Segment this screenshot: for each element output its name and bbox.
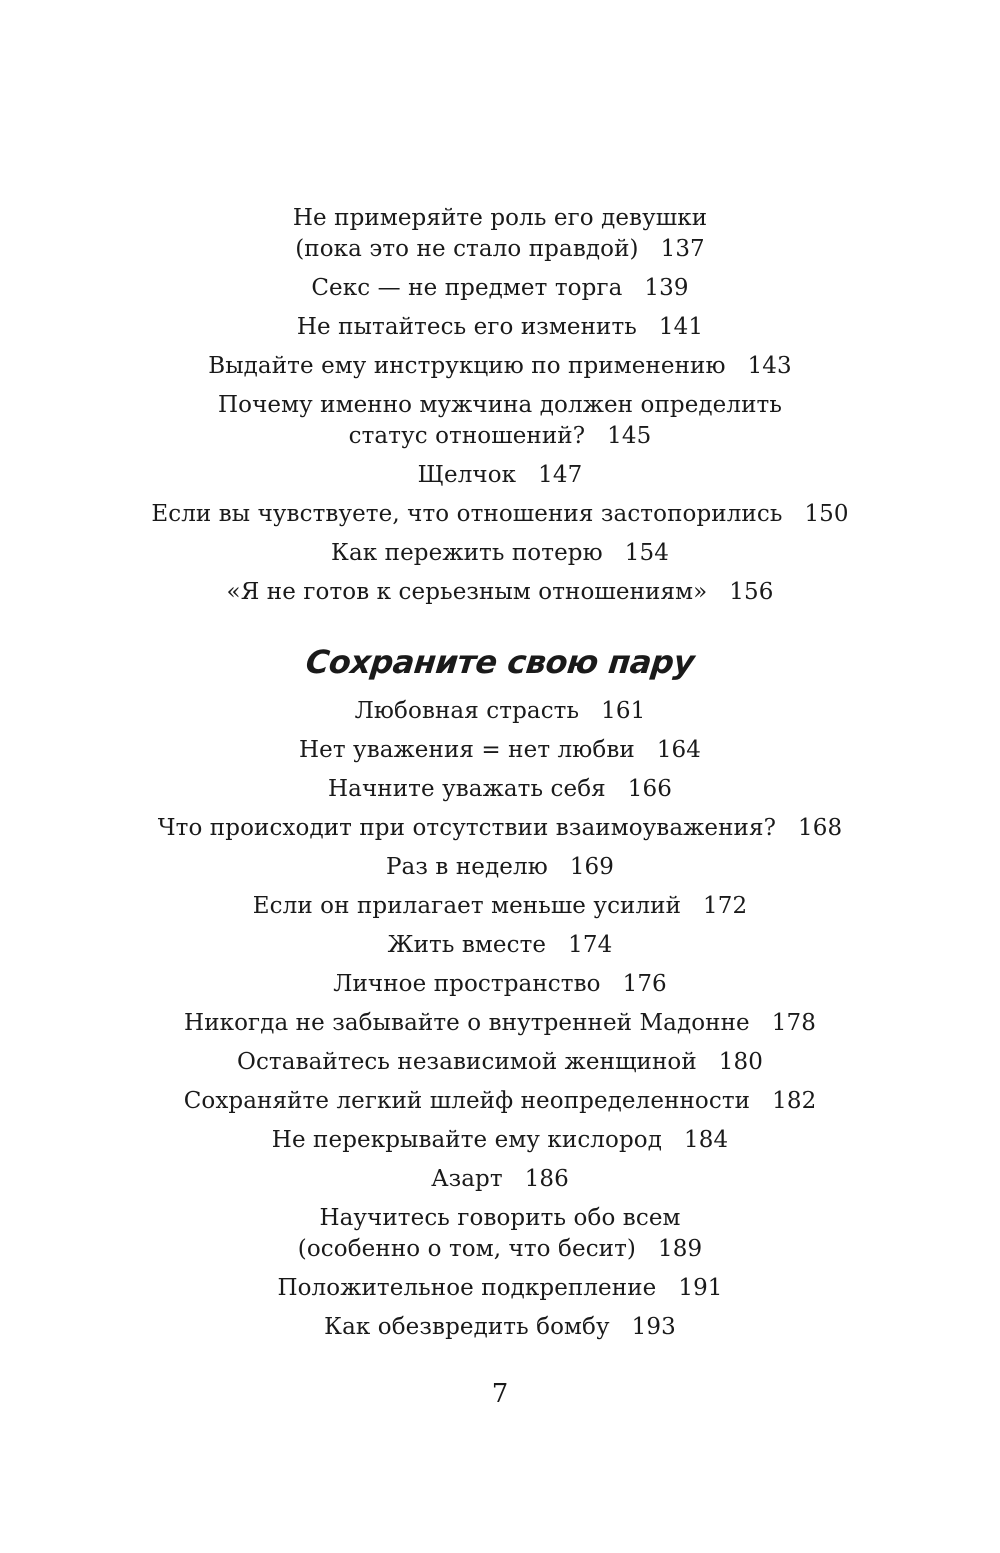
toc-entry-title-line bbox=[0, 421, 1000, 452]
toc-entry bbox=[0, 1203, 1000, 1265]
toc-entry-page-number: 168 bbox=[798, 815, 843, 841]
toc-entry-title-line bbox=[0, 969, 1000, 1000]
toc-entry-title-line bbox=[0, 1312, 1000, 1343]
toc-entry bbox=[0, 696, 1000, 727]
toc-entry-title-text: Личное пространство bbox=[333, 971, 601, 997]
toc-entry-page-number: 161 bbox=[601, 698, 646, 724]
toc-group-2 bbox=[0, 696, 1000, 1343]
toc-entry-title-text: Никогда не забывайте о внутренней Мадонне bbox=[184, 1010, 750, 1036]
toc-entry-title-line bbox=[0, 696, 1000, 727]
toc-entry bbox=[0, 312, 1000, 343]
toc-entry-title-text: Не примеряйте роль его девушки bbox=[292, 205, 708, 231]
toc-entry-title-text: Секс — не предмет торга bbox=[311, 275, 623, 301]
toc-entry bbox=[0, 735, 1000, 766]
toc-entry bbox=[0, 203, 1000, 265]
toc-entry-title-text: Нет уважения = нет любви bbox=[298, 737, 635, 763]
toc-entry-page-number: 184 bbox=[684, 1127, 729, 1153]
toc-entry-title-text: Научитесь говорить обо всем bbox=[319, 1205, 681, 1231]
toc-entry-title-line bbox=[0, 234, 1000, 265]
table-of-contents bbox=[0, 203, 1000, 1351]
toc-entry-page-number: 147 bbox=[538, 462, 583, 488]
toc-entry-page-number: 191 bbox=[678, 1275, 723, 1301]
toc-entry-title-text: Начните уважать себя bbox=[328, 776, 606, 802]
toc-entry-title-text: Раз в неделю bbox=[385, 854, 548, 880]
toc-entry-title-line bbox=[0, 1164, 1000, 1195]
toc-entry-title-text: статус отношений? bbox=[348, 423, 586, 449]
toc-entry-title-line bbox=[0, 499, 1000, 530]
toc-entry-title-text: Жить вместе bbox=[387, 932, 547, 958]
toc-entry-page-number: 174 bbox=[568, 932, 613, 958]
toc-entry bbox=[0, 930, 1000, 961]
toc-entry-title-line bbox=[0, 273, 1000, 304]
toc-entry-title-line bbox=[0, 538, 1000, 569]
toc-entry bbox=[0, 1008, 1000, 1039]
toc-entry-title-line bbox=[0, 891, 1000, 922]
toc-entry-title-line bbox=[0, 813, 1000, 844]
toc-entry-page-number: 176 bbox=[622, 971, 667, 997]
toc-entry-page-number: 164 bbox=[656, 737, 702, 763]
toc-entry bbox=[0, 1164, 1000, 1195]
toc-entry-title-text: Сохраняйте легкий шлейф неопределенности bbox=[183, 1088, 751, 1114]
toc-entry-title-text: Выдайте ему инструкцию по применению bbox=[208, 353, 726, 379]
toc-entry-title-line bbox=[0, 460, 1000, 491]
toc-entry-title-text: (особенно о том, что бесит) bbox=[297, 1236, 637, 1262]
toc-group-1 bbox=[0, 203, 1000, 608]
toc-entry-title-line bbox=[0, 930, 1000, 961]
page-number: 7 bbox=[491, 1379, 509, 1409]
toc-entry-title-text: Если он прилагает меньше усилий bbox=[252, 893, 682, 919]
section-title: Сохраните свою пару bbox=[304, 643, 696, 681]
toc-entry-title-text: (пока это не стало правдой) bbox=[295, 236, 639, 262]
toc-entry bbox=[0, 813, 1000, 844]
toc-entry-title-text: Щелчок bbox=[417, 462, 517, 488]
toc-entry-page-number: 182 bbox=[772, 1088, 817, 1114]
toc-entry bbox=[0, 1273, 1000, 1304]
toc-entry-page-number: 186 bbox=[524, 1166, 569, 1192]
toc-entry-title-text: Если вы чувствуете, что отношения застопорились bbox=[151, 501, 783, 527]
toc-entry-page-number: 193 bbox=[631, 1314, 676, 1340]
toc-entry-title-line bbox=[0, 312, 1000, 343]
toc-entry bbox=[0, 538, 1000, 569]
toc-entry-page-number: 139 bbox=[644, 275, 689, 301]
toc-entry-page-number: 150 bbox=[804, 501, 849, 527]
toc-entry bbox=[0, 390, 1000, 452]
toc-entry-page-number: 141 bbox=[658, 314, 704, 340]
toc-entry-title-text: Что происходит при отсутствии взаимоуважения? bbox=[157, 815, 777, 841]
toc-entry-page-number: 145 bbox=[607, 423, 652, 449]
toc-entry bbox=[0, 969, 1000, 1000]
toc-entry bbox=[0, 577, 1000, 608]
toc-entry-title-line bbox=[0, 852, 1000, 883]
toc-entry-title-line bbox=[0, 351, 1000, 382]
toc-entry-page-number: 169 bbox=[569, 854, 615, 880]
toc-entry-title-text: Почему именно мужчина должен определить bbox=[218, 392, 782, 418]
toc-entry-page-number: 180 bbox=[718, 1049, 763, 1075]
toc-entry-title-line bbox=[0, 735, 1000, 766]
toc-entry bbox=[0, 852, 1000, 883]
toc-entry-title-text: Как пережить потерю bbox=[331, 540, 603, 566]
toc-entry-title-line bbox=[0, 1008, 1000, 1039]
toc-entry-title-text: «Я не готов к серьезным отношениям» bbox=[226, 579, 708, 605]
toc-entry bbox=[0, 499, 1000, 530]
toc-entry bbox=[0, 273, 1000, 304]
toc-entry-page-number: 166 bbox=[627, 776, 672, 802]
toc-entry-title-line bbox=[0, 203, 1000, 234]
toc-entry-title-text: Как обезвредить бомбу bbox=[324, 1314, 610, 1340]
toc-entry bbox=[0, 351, 1000, 382]
toc-entry bbox=[0, 1125, 1000, 1156]
toc-entry-page-number: 178 bbox=[771, 1010, 816, 1036]
toc-entry bbox=[0, 1312, 1000, 1343]
toc-entry-title-line bbox=[0, 774, 1000, 805]
toc-entry-title-line bbox=[0, 1234, 1000, 1265]
toc-entry-title-line bbox=[0, 1203, 1000, 1234]
toc-entry bbox=[0, 891, 1000, 922]
toc-entry-page-number: 154 bbox=[624, 540, 669, 566]
toc-entry bbox=[0, 1086, 1000, 1117]
toc-entry-title-line bbox=[0, 577, 1000, 608]
toc-entry-page-number: 143 bbox=[747, 353, 792, 379]
toc-entry-title-text: Не перекрывайте ему кислород bbox=[271, 1127, 662, 1153]
toc-entry-page-number: 156 bbox=[729, 579, 774, 605]
toc-entry bbox=[0, 460, 1000, 491]
toc-entry-title-line bbox=[0, 1047, 1000, 1078]
toc-entry-title-line bbox=[0, 1086, 1000, 1117]
toc-entry bbox=[0, 774, 1000, 805]
toc-entry-page-number: 189 bbox=[658, 1236, 703, 1262]
toc-entry-title-text: Азарт bbox=[431, 1166, 503, 1192]
toc-entry-title-line bbox=[0, 390, 1000, 421]
toc-entry-title-text: Положительное подкрепление bbox=[277, 1275, 657, 1301]
toc-entry-page-number: 172 bbox=[703, 893, 748, 919]
toc-entry-title-line bbox=[0, 1125, 1000, 1156]
toc-entry-title-line bbox=[0, 1273, 1000, 1304]
toc-entry-title-text: Не пытайтесь его изменить bbox=[296, 314, 637, 340]
toc-entry-title-text: Оставайтесь независимой женщиной bbox=[237, 1049, 697, 1075]
toc-entry-title-text: Любовная страсть bbox=[354, 698, 580, 724]
toc-entry bbox=[0, 1047, 1000, 1078]
toc-entry-page-number: 137 bbox=[660, 236, 705, 262]
